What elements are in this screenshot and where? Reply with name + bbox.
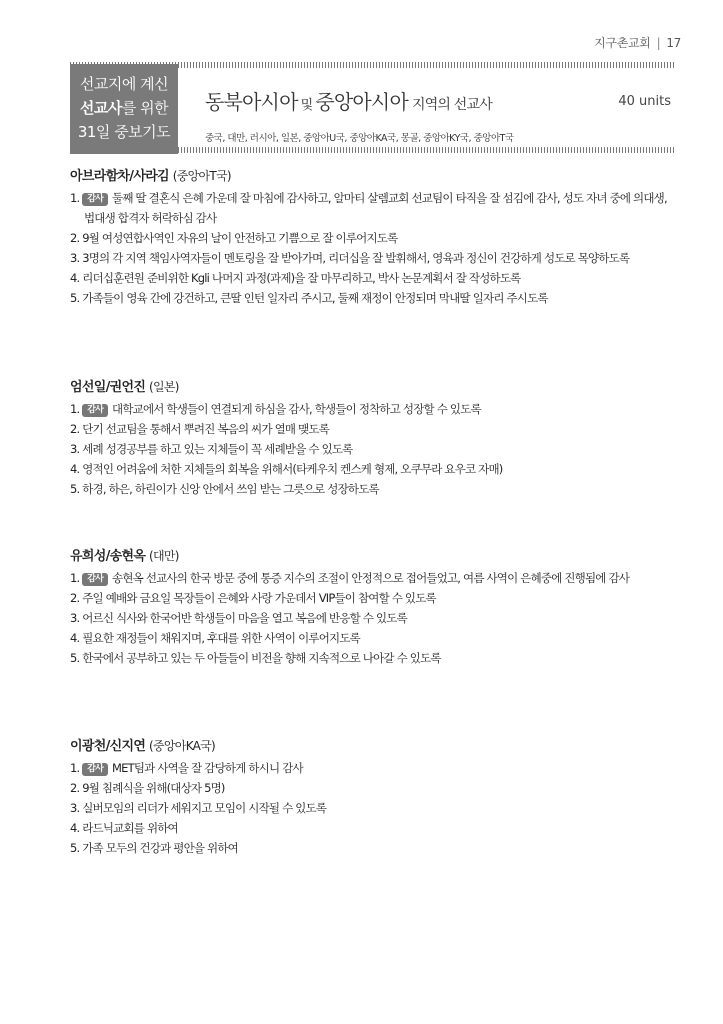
prayer-item-number: 5.	[70, 291, 80, 305]
prayer-item-number: 2.	[70, 781, 80, 795]
prayer-item	[70, 288, 670, 308]
prayer-item-text: 가족들이 영육 간에 강건하고, 큰딸 인턴 일자리 주시고, 둘째 재정이 안정되며 막내딸 일자리 주시도록	[82, 291, 548, 305]
missionary-name: 이광천/신지연	[70, 739, 146, 754]
prayer-item	[70, 838, 670, 858]
prayer-list	[70, 188, 670, 308]
prayer-item	[70, 588, 670, 608]
missionary-name-heading	[70, 735, 670, 754]
prayer-item-number: 1.	[70, 571, 80, 585]
prayer-item-number: 3.	[70, 611, 80, 625]
prayer-item-text: 영적인 어려움에 처한 지체들의 회복을 위해서(타케우치 켄스케 형제, 오쿠무라 요우코 자매)	[82, 462, 503, 476]
prayer-item-number: 4.	[70, 821, 80, 835]
prayer-item	[70, 778, 670, 798]
prayer-item	[70, 399, 670, 419]
prayer-item-number: 4.	[70, 631, 80, 645]
country-list: 중국, 대만, 러시아, 일본, 중앙아U국, 중앙아KA국, 몽골, 중앙아KY국, 중앙아T국	[205, 133, 514, 144]
prayer-item-text: 라드닉교회를 위하여	[82, 821, 178, 835]
thanks-badge: 감사	[82, 573, 108, 586]
prayer-item-number: 2.	[70, 422, 80, 436]
thanks-badge: 감사	[82, 193, 108, 206]
title-box-line2-rest: 를 위한	[121, 99, 169, 117]
title-connector: 및	[300, 98, 313, 113]
prayer-item	[70, 268, 670, 288]
prayer-item-number: 3.	[70, 801, 80, 815]
church-name: 지구촌교회	[594, 36, 651, 50]
page-header	[594, 34, 681, 51]
prayer-item-text: 9월 여성연합사역인 자유의 날이 안전하고 기쁨으로 잘 이루어지도록	[82, 231, 398, 245]
prayer-item-text: 세례 성경공부를 하고 있는 지체들이 꼭 세례받을 수 있도록	[82, 442, 353, 456]
prayer-item-text: 송현옥 선교사의 한국 방문 중에 통증 지수의 조절이 안정적으로 접어들었고, 여름 사역이 은혜중에 진행됨에 감사	[112, 571, 630, 585]
prayer-item-text: 리더십훈련원 준비위한 Kgli 나머지 과정(과제)을 잘 마무리하고, 박사 논문계획서 잘 작성하도록	[82, 271, 521, 285]
prayer-item-number: 2.	[70, 591, 80, 605]
prayer-item-number: 5.	[70, 651, 80, 665]
missionary-name: 엄선일/권언진	[70, 380, 146, 395]
prayer-item	[70, 628, 670, 648]
prayer-item	[70, 798, 670, 818]
title-box-bold: 선교사	[79, 99, 122, 117]
units-count: 40 units	[618, 94, 671, 109]
prayer-item-number: 3.	[70, 251, 80, 265]
prayer-list	[70, 758, 670, 858]
prayer-item-text: 3명의 각 지역 책임사역자들이 멘토링을 잘 받아가며, 리더십을 잘 발휘해서, 영육과 정신이 건강하게 성도로 목양하도록	[82, 251, 630, 265]
prayer-item-number: 5.	[70, 482, 80, 496]
prayer-item	[70, 459, 670, 479]
missionary-region: (중앙아KA국)	[149, 739, 216, 753]
header-separator: |	[656, 36, 661, 50]
prayer-item	[70, 439, 670, 459]
prayer-item	[70, 648, 670, 668]
title-box-line3: 31일 중보기도	[77, 123, 171, 141]
prayer-item-text: 주일 예배와 금요일 목장들이 은혜와 사랑 가운데서 VIP들이 참여할 수 있도록	[82, 591, 436, 605]
thanks-badge: 감사	[82, 404, 108, 417]
prayer-item-number: 4.	[70, 271, 80, 285]
prayer-item	[70, 188, 670, 228]
prayer-item-number: 5.	[70, 841, 80, 855]
title-part2: 중앙아시아	[315, 90, 408, 114]
prayer-item-text: 둘째 딸 결혼식 은혜 가운데 잘 마침에 감사하고, 알마티 살렘교회 선교팀이 타직을 잘 섬김에 감사, 성도 자녀 중에 의대생, 법대생 합격자 허락하심 감사	[84, 191, 667, 225]
prayer-item-number: 1.	[70, 402, 80, 416]
prayer-item-text: 실버모임의 리더가 세워지고 모임이 시작될 수 있도록	[82, 801, 327, 815]
missionary-region: (대만)	[149, 549, 179, 563]
missionary-section-1	[70, 165, 670, 308]
prayer-list	[70, 568, 670, 668]
prayer-item	[70, 248, 670, 268]
prayer-item-text: 대학교에서 학생들이 연결되게 하심을 감사, 학생들이 정착하고 성장할 수 있도록	[112, 402, 481, 416]
missionary-name-heading	[70, 376, 670, 395]
missionary-name-heading	[70, 165, 670, 184]
missionary-name-heading	[70, 545, 670, 564]
title-part1: 동북아시아	[205, 90, 298, 114]
prayer-item	[70, 818, 670, 838]
prayer-item-number: 3.	[70, 442, 80, 456]
missionary-section-3	[70, 545, 670, 668]
prayer-item-text: 가족 모두의 건강과 평안을 위하여	[82, 841, 238, 855]
prayer-item	[70, 419, 670, 439]
page-title	[205, 86, 492, 115]
page-number: 17	[666, 36, 681, 50]
prayer-item-number: 1.	[70, 761, 80, 775]
missionary-region: (일본)	[149, 380, 179, 394]
prayer-item-number: 1.	[70, 191, 80, 205]
missionary-region: (중앙아T국)	[172, 169, 231, 183]
prayer-item-number: 4.	[70, 462, 80, 476]
prayer-item-text: 단기 선교팀을 통해서 뿌려진 복음의 씨가 열매 맺도록	[82, 422, 330, 436]
prayer-item-text: MET팀과 사역을 잘 감당하게 하시니 감사	[112, 761, 303, 775]
prayer-item	[70, 228, 670, 248]
prayer-item	[70, 568, 670, 588]
title-suffix: 지역의 선교사	[411, 97, 492, 113]
prayer-list	[70, 399, 670, 499]
prayer-item-text: 9월 침례식을 위해(대상자 5명)	[82, 781, 225, 795]
missionary-section-4	[70, 735, 670, 858]
prayer-item-number: 2.	[70, 231, 80, 245]
title-box	[70, 64, 178, 154]
missionary-section-2	[70, 376, 670, 499]
prayer-item-text: 어르신 식사와 한국어반 학생들이 마음을 열고 복음에 반응할 수 있도록	[82, 611, 407, 625]
thanks-badge: 감사	[82, 763, 108, 776]
prayer-item-text: 필요한 재정들이 채워지며, 후대를 위한 사역이 이루어지도록	[82, 631, 360, 645]
prayer-item	[70, 608, 670, 628]
prayer-item	[70, 758, 670, 778]
prayer-item-text: 한국에서 공부하고 있는 두 아들들이 비전을 향해 지속적으로 나아갈 수 있도록	[82, 651, 441, 665]
missionary-name: 유희성/송현옥	[70, 549, 146, 564]
title-box-line1: 선교지에 계신	[79, 75, 169, 93]
bottom-dotted-line	[178, 147, 676, 153]
prayer-item-text: 하경, 하은, 하린이가 신앙 안에서 쓰임 받는 그릇으로 성장하도록	[82, 482, 379, 496]
missionary-name: 아브라함차/사라김	[70, 169, 169, 184]
prayer-item	[70, 479, 670, 499]
title-box-line2	[70, 96, 178, 120]
